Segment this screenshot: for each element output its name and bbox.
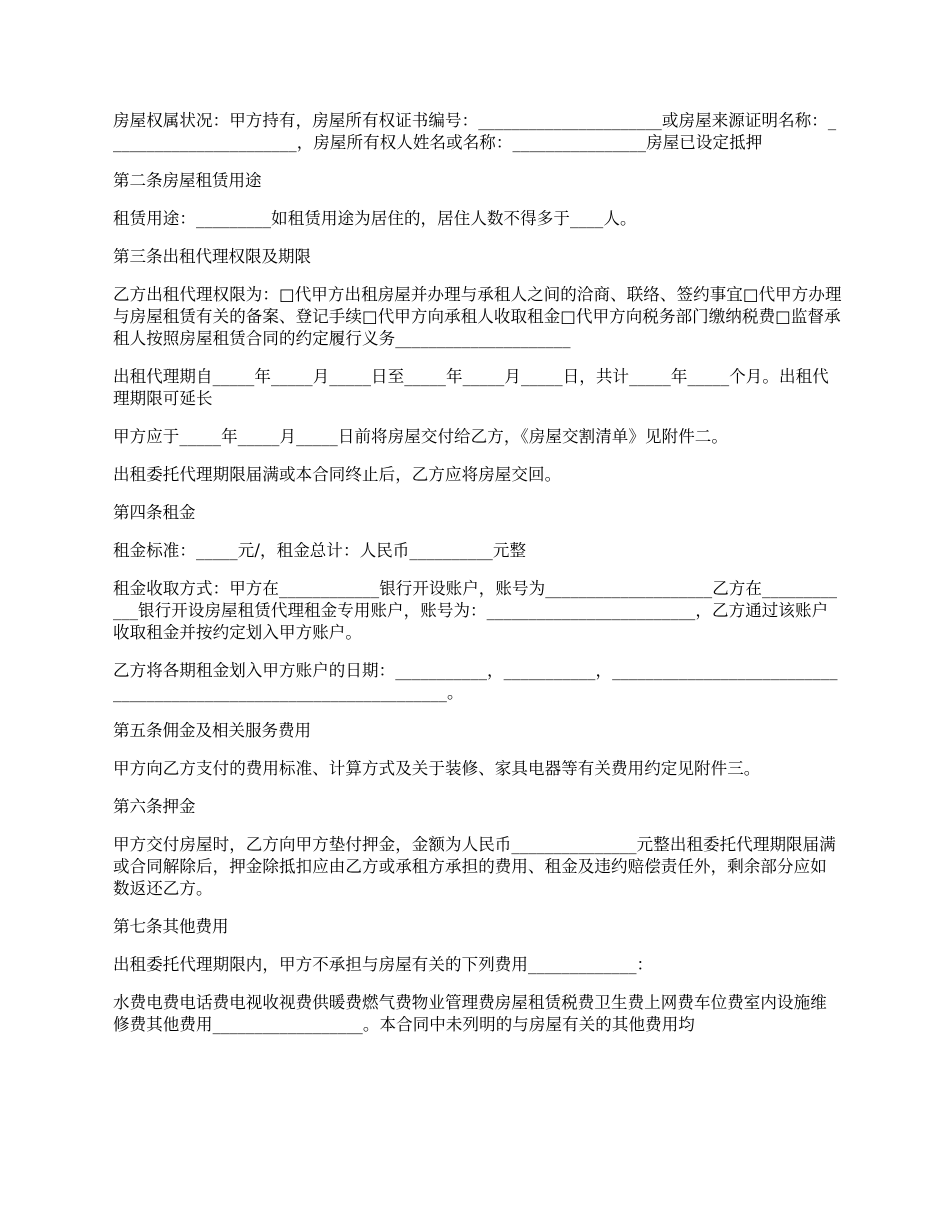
agency-period-paragraph: 出租代理期自_____年_____月_____日至_____年_____月_____日，共计_____年_____个月。出租代理期限可延长 [113,367,829,408]
article-5-heading: 第五条佣金及相关服务费用 [113,721,311,740]
deposit-paragraph: 甲方交付房屋时，乙方向甲方垫付押金，金额为人民币_______________元整出租委托代理期限届满或合同解除后，押金除抵扣应由乙方或承租方承担的费用、租金及违约赔偿责任外，剩余部分应如数返还乙方。 [113,835,836,898]
commission-paragraph: 甲方向乙方支付的费用标准、计算方式及关于装修、家具电器等有关费用约定见附件三。 [113,759,761,778]
article-6-heading: 第六条押金 [113,797,196,816]
return-property-paragraph: 出租委托代理期限届满或本合同终止后，乙方应将房屋交回。 [113,465,562,484]
rent-transfer-dates-paragraph: 乙方将各期租金划入甲方账户的日期：___________，___________，___________________________________________________________________。 [113,661,838,702]
article-7-heading: 第七条其他费用 [113,917,229,936]
article-2-heading: 第二条房屋租赁用途 [113,171,262,190]
fee-list-paragraph: 水费电费电话费电视收视费供暖费燃气费物业管理费房屋租赁税费卫生费上网费车位费室内设施维修费其他费用__________________。本合同中未列明的与房屋有关的其他费用均 [113,993,827,1034]
delivery-date-paragraph: 甲方应于_____年_____月_____日前将房屋交付给乙方，《房屋交割清单》见附件二。 [113,427,728,446]
article-4-heading: 第四条租金 [113,503,196,522]
document-page [113,110,843,1052]
rent-standard-paragraph: 租金标准：_____元/，租金总计：人民币__________元整 [113,541,527,560]
article-3-heading: 第三条出租代理权限及期限 [113,247,311,266]
property-ownership-paragraph: 房屋权属状况：甲方持有，房屋所有权证书编号：______________________或房屋来源证明名称：_______________________，房屋所有权人姓名或名称：________________房屋已设定抵押 [113,111,837,152]
rent-collection-paragraph: 租金收取方式：甲方在____________银行开设账户，账号为____________________乙方在____________银行开设房屋租赁代理租金专用账户，账号为：_________________________，乙方通过该账户收取租金并按约定划入甲方账户。 [113,579,838,642]
lease-purpose-paragraph: 租赁用途：_________如租赁用途为居住的，居住人数不得多于____人。 [113,209,637,228]
other-fees-intro-paragraph: 出租委托代理期限内，甲方不承担与房屋有关的下列费用_____________： [113,955,654,974]
agency-authority-paragraph: 乙方出租代理权限为：□代甲方出租房屋并办理与承租人之间的洽商、联络、签约事宜□代甲方办理与房屋租赁有关的备案、登记手续□代甲方向承租人收取租金□代甲方向税务部门缴纳税费□监督承租人按照房屋租赁合同的约定履行义务_____________________ [113,285,842,348]
